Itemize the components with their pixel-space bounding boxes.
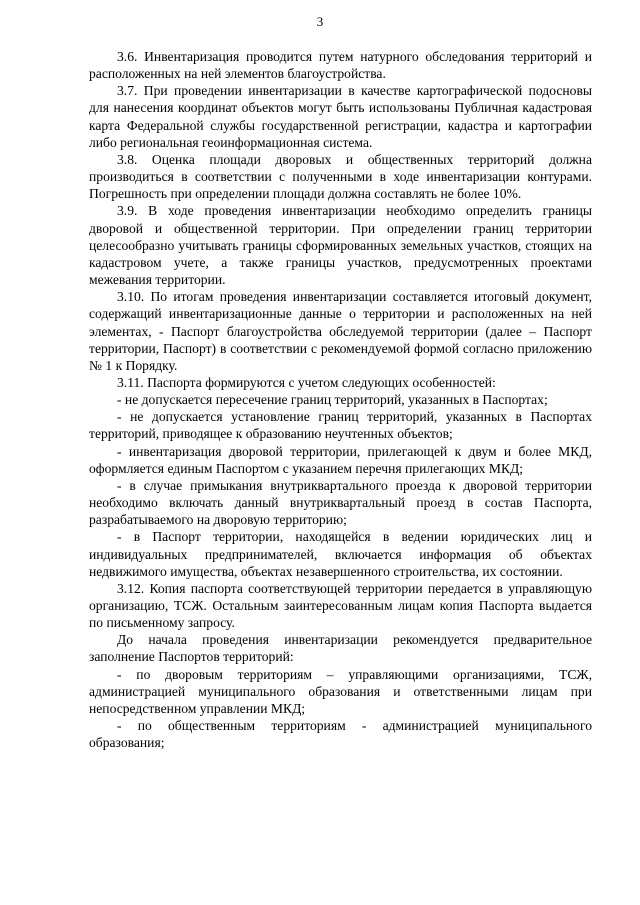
list-item: - инвентаризация дворовой территории, прилегающей к двум и более МКД, оформляется единым Паспортом с указанием перечня прилегающих МКД;	[89, 443, 592, 476]
list-item: - не допускается установление границ территорий, указанных в Паспортах территорий, приводящее к образованию неучтенных объектов;	[89, 409, 592, 442]
list-item: - по общественным территориям - администрацией муниципального образования;	[89, 718, 592, 751]
paragraph-3-6: 3.6. Инвентаризация проводится путем натурного обследования территорий и расположенных на ней элементов благоустройства.	[89, 49, 592, 82]
page-number: 3	[316, 14, 324, 29]
paragraph-prefill-intro: До начала проведения инвентаризации рекомендуется предварительное заполнение Паспортов территорий:	[89, 632, 592, 665]
list-item: - в Паспорт территории, находящейся в ведении юридических лиц и индивидуальных предпринимателей, включается информация об объектах недвижимого имущества, объектах незавершенного строительства, их состоянии.	[89, 529, 592, 579]
paragraph-3-12: 3.12. Копия паспорта соответствующей территории передается в управляющую организацию, ТСЖ. Остальным заинтересованным лицам копия Паспорта выдается по письменному запросу.	[89, 580, 592, 631]
paragraph-3-7: 3.7. При проведении инвентаризации в качестве картографической подосновы для нанесения координат объектов могут быть использованы Публичная кадастровая карта Федеральной службы государственной регистрации, кадастра и картографии либо региональная геоинформационная система.	[89, 83, 592, 150]
list-item: - в случае примыкания внутриквартального проезда к дворовой территории необходимо включать данный внутриквартальный проезд в состав Паспорта, разрабатываемого на дворовую территорию;	[89, 477, 592, 528]
document-body	[89, 48, 592, 751]
paragraph-3-9: 3.9. В ходе проведения инвентаризации необходимо определить границы дворовой и общественной территории. При определении границ территории целесообразно учитывать границы сформированных земельных участков, стоящих на кадастровом учете, а также границы участков, предусмотренных проектами межевания территории.	[89, 203, 592, 288]
paragraph-3-11: 3.11. Паспорта формируются с учетом следующих особенностей:	[117, 374, 496, 390]
paragraph-3-8: 3.8. Оценка площади дворовых и общественных территорий должна производиться в соответствии с полученными в ходе инвентаризации контурами. Погрешность при определении площади должна составлять не более 10%.	[89, 151, 592, 202]
list-item: - по дворовым территориям – управляющими организациями, ТСЖ, администрацией муниципального образования и ответственными лицам при непосредственном управлении МКД;	[89, 666, 592, 716]
list-item: - не допускается пересечение границ территорий, указанных в Паспортах;	[117, 392, 548, 408]
paragraph-3-10: 3.10. По итогам проведения инвентаризации составляется итоговый документ, содержащий инвентаризационные данные о территории и расположенных на ней элементах, - Паспорт благоустройства обследуемой территории (далее – Паспорт территории, Паспорт) в соответствии с рекомендуемой формой согласно приложению № 1 к Порядку.	[89, 289, 592, 373]
